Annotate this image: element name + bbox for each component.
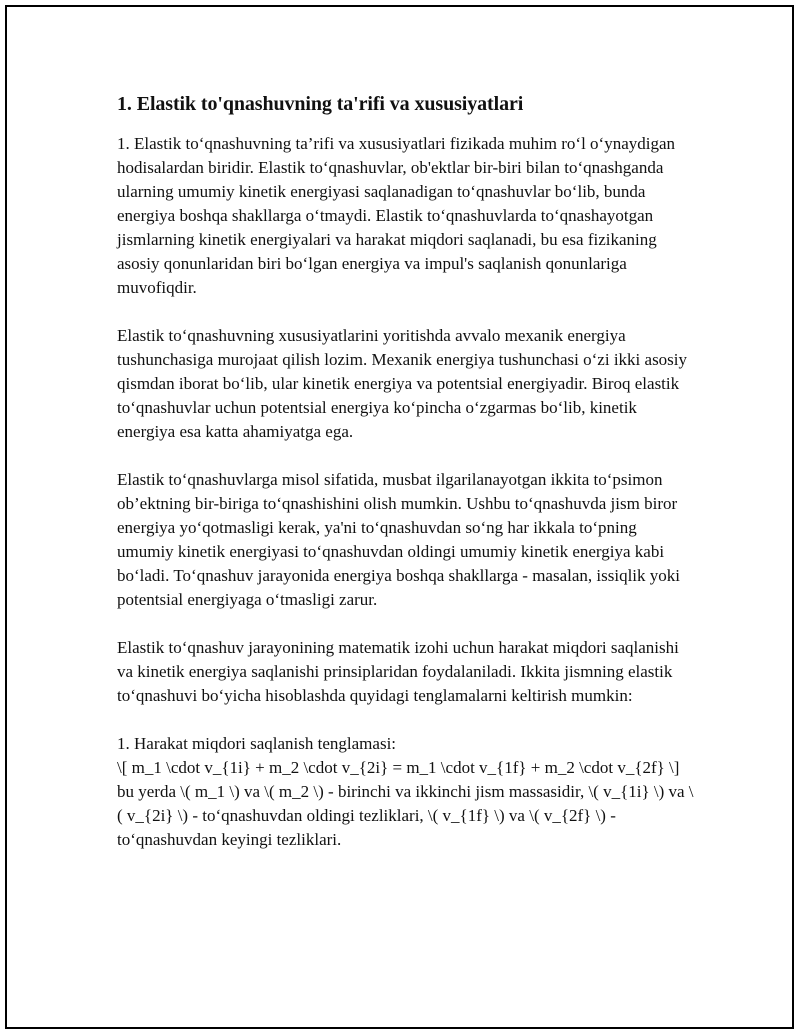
equation-title: 1. Harakat miqdori saqlanish tenglamasi:: [117, 734, 397, 753]
paragraph-mechanical-energy: Elastik to‘qnashuvning xususiyatlarini yoritishda avvalo mexanik energiya tushunchasiga murojaat qilish lozim. Mexanik energiya tushunchasi o‘zi ikki asosiy qismdan iborat bo‘lib, ular kinetik energiya va potentsial energiyadir. Biroq elastik to‘qnashuvlar uchun potentsial energiya ko‘pincha o‘zgarmas bo‘lib, kinetik energiya esa katta ahamiyatga ega.: [117, 326, 688, 441]
paragraph-example: Elastik to‘qnashuvlarga misol sifatida, musbat ilgarilanayotgan ikkita to‘psimon ob’ektning bir-biriga to‘qnashishini olish mumkin. Ushbu to‘qnashuvda jism biror energiya yo‘qotmasligi kerak, ya'ni to‘qnashuvdan so‘ng har ikkala to‘pning umumiy kinetik energiyasi to‘qnashuvdan oldingi umumiy kinetik energiya kabi bo‘ladi. To‘qnashuv jarayonida energiya boshqa shakllarga - masalan, issiqlik yoki potentsial energiyaga o‘tmasligi zarur.: [117, 470, 680, 609]
section-heading: 1. Elastik to'qnashuvning ta'rifi va xususiyatlari: [117, 93, 524, 115]
equation-formula: \[ m_1 \cdot v_{1i} + m_2 \cdot v_{2i} = m_1 \cdot v_{1f} + m_2 \cdot v_{2f} \]: [117, 758, 680, 777]
document-body: [117, 90, 697, 852]
paragraph-math-intro: Elastik to‘qnashuv jarayonining matematik izohi uchun harakat miqdori saqlanishi va kinetik energiya saqlanishi prinsiplaridan foydalaniladi. Ikkita jismning elastik to‘qnashuvi bo‘yicha hisoblashda quyidagi tenglamalarni keltirish mumkin:: [117, 638, 679, 705]
equation-explanation: bu yerda \( m_1 \) va \( m_2 \) - birinchi va ikkinchi jism massasidir, \( v_{1i} \) va \( v_{2i} \) - to‘qnashuvdan oldingi tezliklari, \( v_{1f} \) va \( v_{2f} \) - to‘qnashuvdan keyingi tezliklari.: [117, 782, 694, 849]
equation-block: [117, 732, 697, 852]
paragraph-definition: 1. Elastik to‘qnashuvning ta’rifi va xususiyatlari fizikada muhim ro‘l o‘ynaydigan hodisalardan biridir. Elastik to‘qnashuvlar, ob'ektlar bir-biri bilan to‘qnashganda ularning umumiy kinetik energiyasi saqlanadigan to‘qnashuvlar bo‘lib, bunda energiya boshqa shakllarga o‘tmaydi. Elastik to‘qnashuvlarda to‘qnashayotgan jismlarning kinetik energiyalari va harakat miqdori saqlanadi, bu esa fizikaning asosiy qonunlaridan biri bo‘lgan energiya va impul's saqlanish qonunlariga muvofiqdir.: [117, 134, 676, 297]
